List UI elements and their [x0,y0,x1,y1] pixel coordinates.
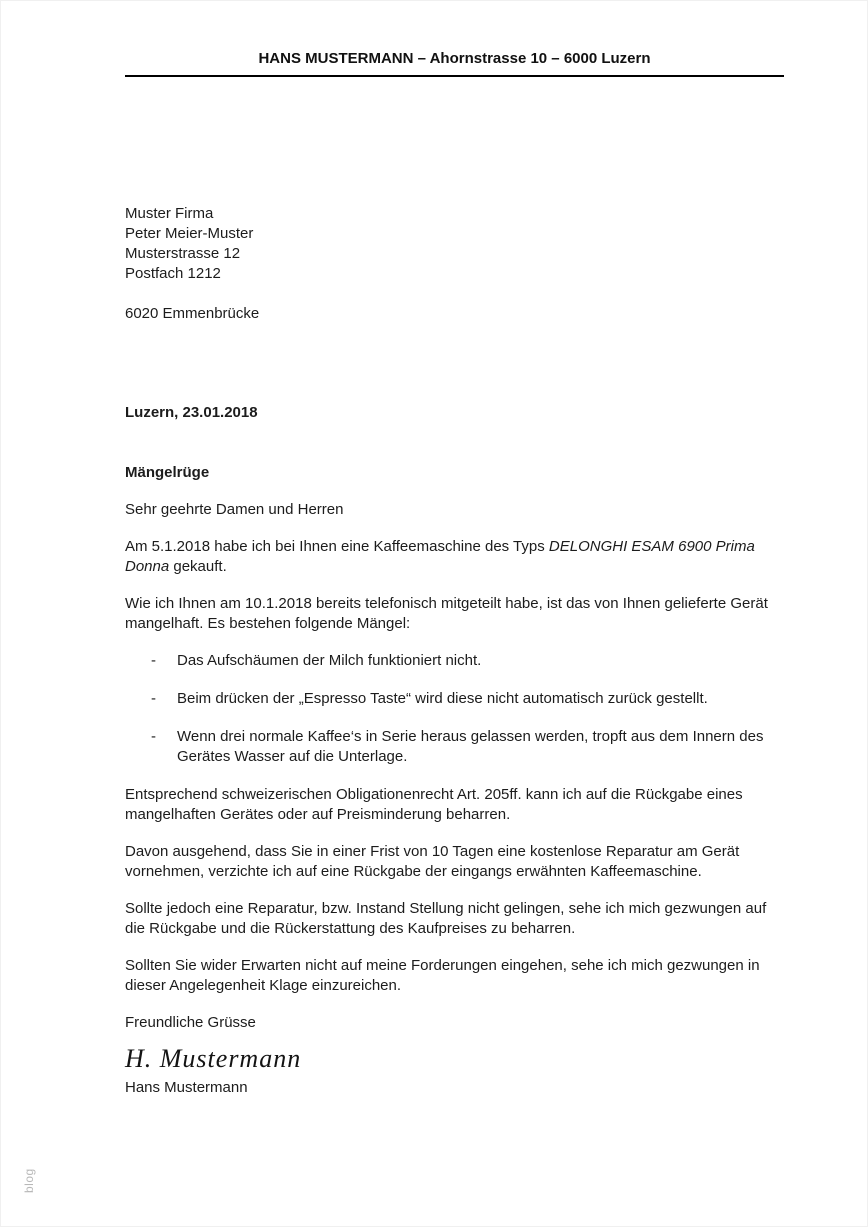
paragraph-legal-basis: Entsprechend schweizerischen Obligationenrecht Art. 205ff. kann ich auf die Rückgabe eines mangelhaften Gerätes oder auf Preisminderung beharren. [125,786,743,823]
product-name: DELONGHI ESAM 6900 Prima Donna [125,538,755,575]
bullet-marker: - [151,652,156,669]
bullet-marker: - [151,728,156,745]
paragraph-text: gekauft. [169,558,227,575]
recipient-line: Musterstrasse 12 [125,245,241,262]
recipient-line: Postfach 1212 [125,265,221,282]
letterhead [125,49,784,77]
date-line: Luzern, 23.01.2018 [125,404,258,421]
defect-text: Das Aufschäumen der Milch funktioniert nicht. [177,652,482,669]
salutation: Sehr geehrte Damen und Herren [125,501,344,518]
defect-item [125,651,784,671]
paragraph-defect-intro: Wie ich Ihnen am 10.1.2018 bereits telefonisch mitgeteilt habe, ist das von Ihnen gelieferte Gerät mangelhaft. Es bestehen folgende Mängel: [125,595,768,632]
paragraph-text: Am 5.1.2018 habe ich bei Ihnen eine Kaffeemaschine des Typs [125,538,549,555]
subject-line: Mängelrüge [125,464,210,481]
letterhead-rule [125,75,784,77]
closing-line: Freundliche Grüsse [125,1014,256,1031]
watermark-blog: blog [22,1168,36,1193]
paragraph-refund-demand: Sollte jedoch eine Reparatur, bzw. Instand Stellung nicht gelingen, sehe ich mich gezwungen auf die Rückgabe und die Rückerstattung des Kaufpreises zu beharren. [125,900,767,937]
recipient-address [125,204,784,324]
paragraph-legal-action: Sollten Sie wider Erwarten nicht auf meine Forderungen eingehen, sehe ich mich gezwungen in dieser Angelegenheit Klage einzureichen. [125,957,760,994]
letterhead-text: HANS MUSTERMANN – Ahornstrasse 10 – 6000 Luzern [258,50,651,67]
bullet-marker: - [151,690,156,707]
paragraph-purchase [125,537,784,577]
defect-text: Beim drücken der „Espresso Taste“ wird diese nicht automatisch zurück gestellt. [177,690,708,707]
defect-text: Wenn drei normale Kaffee‘s in Serie heraus gelassen werden, tropft aus dem Innern des Gerätes Wasser auf die Unterlage. [177,728,764,765]
paragraph-repair-offer: Davon ausgehend, dass Sie in einer Frist von 10 Tagen eine kostenlose Reparatur am Gerät vornehmen, verzichte ich auf eine Rückgabe der eingangs erwähnten Kaffeemaschine. [125,843,740,880]
recipient-line: Peter Meier-Muster [125,225,254,242]
defect-item [125,689,784,709]
defect-item [125,727,784,767]
recipient-line: Muster Firma [125,205,214,222]
recipient-city: 6020 Emmenbrücke [125,305,260,322]
sender-name: Hans Mustermann [125,1079,248,1096]
defect-list [125,651,784,767]
signature: H. Mustermann [125,1044,302,1073]
